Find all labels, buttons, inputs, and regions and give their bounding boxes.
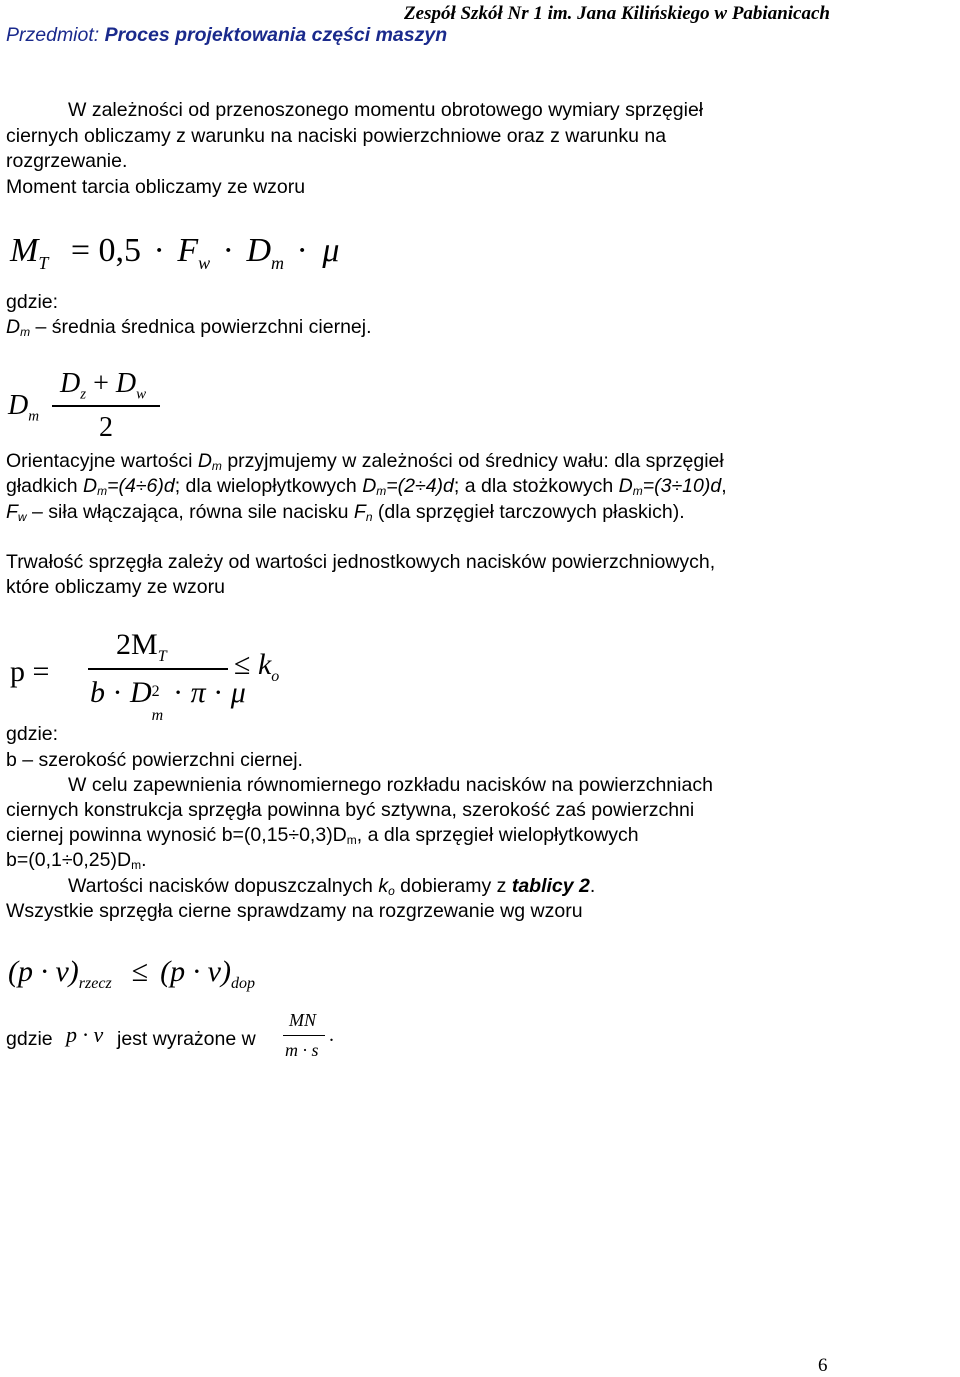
sub-m: m [271, 252, 285, 273]
where1-label: gdzie: [6, 291, 59, 313]
where2-line3: ciernej powinna wynosić $b=(0,15\div 0,3)D_m$, a dla sprzęgieł wielopłytkowych [6, 824, 639, 847]
formula-p-fraction-bar [88, 668, 228, 670]
subject-label: Przedmiot: [6, 24, 100, 46]
formula-p-denominator: b · D 2 m · π · μ [90, 676, 246, 724]
formula-dm-denominator: 2 [99, 412, 113, 443]
where2-line2: ciernych konstrukcja sprzęgła powinna być sztywna, szerokość zaś powierzchni [6, 799, 695, 821]
para3-line1: Trwałość sprzęgła zależy od wartości jednostkowych nacisków powierzchniowych, [6, 551, 716, 573]
unit-numerator: MN [289, 1010, 316, 1030]
unit-text: jest wyrażone w [117, 1028, 256, 1050]
school-name: Zespół Szkół Nr 1 im. Jana Kilińskiego w Pabianicach [404, 3, 830, 24]
where2-label: gdzie: [6, 723, 59, 745]
para2-line3: $F_w$ – siła włączająca, równa sile nacisku $F_n$ (dla sprzęgieł tarczowych płaskich). [6, 501, 685, 524]
where2-line4: $b=(0,1\div 0,25)D_m$. [6, 849, 147, 872]
symbol-D: D [246, 232, 272, 269]
unit-fraction-bar [283, 1035, 325, 1036]
unit-pv: p · v [66, 1022, 104, 1047]
formula-dm-lhs: $D_m$ [8, 390, 40, 425]
formula-p-numerator: $2M_T$ [116, 628, 167, 665]
symbol-M: M [10, 232, 39, 269]
formula-p-lhs: p = [10, 655, 50, 688]
unit-gdzie: gdzie [6, 1028, 53, 1050]
subject-header [6, 24, 447, 47]
formula-heating: $(p \cdot v)_{rzecz} \le (p \cdot v)_{dop}$ [8, 955, 255, 992]
para1-line2: ciernych obliczamy z warunku na naciski powierzchniowe oraz z warunku na [6, 125, 667, 147]
para4-line2: Wszystkie sprzęgła cierne sprawdzamy na rozgrzewanie wg wzoru [6, 900, 583, 922]
where2-line1: W celu zapewnienia równomiernego rozkładu nacisków na powierzchniach [68, 774, 713, 796]
subject-title: Proces projektowania części maszyn [104, 24, 448, 46]
unit-dot: . [329, 1024, 334, 1046]
para2-line2: gładkich $D_m=(4\div 6)d$; dla wielopłytkowych $D_m=(2\div 4)d$; a dla stożkowych $D_m=(3\div 10)d$, [6, 475, 727, 498]
unit-denominator: m · s [285, 1040, 319, 1060]
para1-line1: W zależności od przenoszonego momentu obrotowego wymiary sprzęgieł [68, 99, 704, 121]
sub-T: T [38, 252, 49, 273]
where1-desc: $D_m$ – średnia średnica powierzchni ciernej. [6, 316, 372, 339]
para3-line2: które obliczamy ze wzoru [6, 576, 225, 598]
symbol-mu: μ [322, 232, 340, 269]
sub-w: w [198, 252, 211, 273]
para1-line3: rozgrzewanie. [6, 150, 128, 172]
formula-dm-numerator: $D_z + D_w$ [60, 368, 147, 403]
formula-p-rhs: ≤ $k_o$ [234, 648, 280, 685]
page-number: 6 [818, 1355, 828, 1376]
where2-b-desc: b – szerokość powierzchni ciernej. [6, 749, 303, 771]
eq-const: = 0,5 [70, 232, 142, 269]
para2-line1: Orientacyjne wartości $D_m$ przyjmujemy w zależności od średnicy wału: dla sprzęgieł [6, 450, 724, 473]
formula-moment: $M_T = 0,5 \cdot F_w \cdot D_m \cdot \mu$ [10, 232, 340, 273]
para4-line1: Wartości nacisków dopuszczalnych $k_o$ dobieramy z tablicy 2. [68, 875, 596, 898]
para1-line4: Moment tarcia obliczamy ze wzoru [6, 176, 306, 198]
formula-dm-fraction-bar [52, 405, 160, 407]
symbol-F: F [177, 232, 199, 269]
